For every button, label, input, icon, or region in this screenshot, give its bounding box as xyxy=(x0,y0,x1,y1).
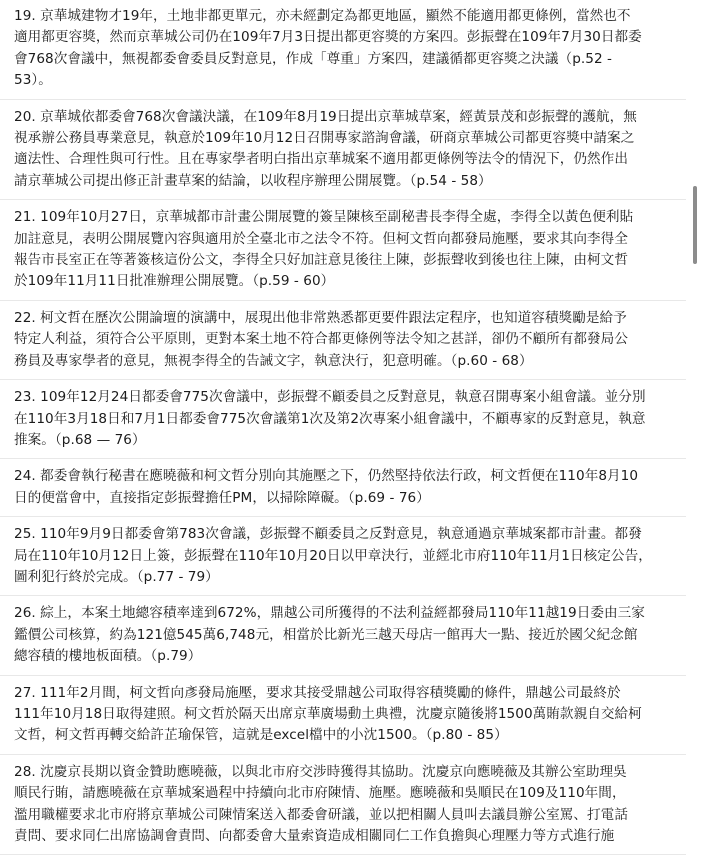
text-line: 19. 京華城建物才19年，土地非都更單元，亦未經劃定為都更地區，顯然不能適用都更條例，當然也不 xyxy=(14,8,631,24)
text-line: 111年10月18日取得建照。柯文哲於隔天出席京華廣場動土典禮，沈慶京隨後將1500萬賄款親自交給柯 xyxy=(14,705,642,722)
text-line: 特定人利益，須符合公平原則，更對本案土地不符合都更條例等法令知之甚詳，卻仍不顧所有都發局公 xyxy=(14,331,628,348)
list-item-21 xyxy=(0,200,686,301)
text-line: 務員及專家學者的意見，無視李得全的告誡文字，執意決行，犯意明確。（p.60 - 68） xyxy=(14,352,533,369)
text-line: 25. 110年9月9日都委會第783次會議，彭振聲不顧委員之反對意見，執意通過京華城案都市計畫。都發 xyxy=(14,526,642,543)
text-line: 局在110年10月12日上簽，彭振聲在110年10月20日以甲章決行，並經北市府110年11月1日核定公告， xyxy=(14,547,652,564)
text-line: 27. 111年2月間，柯文哲向彥發局施壓，要求其接受鼎越公司取得容積獎勵的條件，鼎越公司最終於 xyxy=(14,684,621,701)
text-line: 53）。 xyxy=(14,72,52,89)
text-line: 26. 綜上，本案土地總容積率達到672%，鼎越公司所獲得的不法利益經都發局110年11越19日委由三家 xyxy=(14,605,645,622)
text-line: 總容積的樓地板面積。（p.79） xyxy=(14,648,202,665)
list-item-19 xyxy=(0,0,686,100)
text-line: 20. 京華城依都委會768次會議決議，在109年8月19日提出京華城草案，經黃景茂和彭振聲的護航，無 xyxy=(14,108,637,125)
list-item-27 xyxy=(0,676,686,755)
text-line: 圖利犯行終於完成。（p.77 - 79） xyxy=(14,568,219,585)
text-line: 於109年11月11日批准辦理公開展覽。（p.59 - 60） xyxy=(14,273,335,290)
list-item-20 xyxy=(0,100,686,201)
text-line: 24. 都委會執行秘書在應曉薇和柯文哲分別向其施壓之下，仍然堅持依法行政，柯文哲便在110年8月10 xyxy=(14,468,639,485)
text-line: 日的便當會中，直接指定彭振聲擔任PM，以掃除障礙。（p.69 - 76） xyxy=(14,489,430,506)
text-line: 請京華城公司提出修正計畫草案的結論，以收程序辦理公開展覽。（p.54 - 58） xyxy=(14,172,492,189)
list-item-23 xyxy=(0,380,686,459)
list-item-22 xyxy=(0,301,686,380)
text-line: 視承辦公務員專業意見，執意於109年10月12日召開專家諮詢會議，研商京華城公司都更容獎中請案之 xyxy=(14,130,635,147)
text-line: 濫用職權要求北市府將京華城公司陳情案送入都委會研議，並以把相關人員叫去議員辦公室罵、打電話 xyxy=(14,806,628,823)
text-line: 適用都更容獎，然而京華城公司仍在109年7月3日提出都更容獎的方案四。彭振聲在109年7月30日都委 xyxy=(14,29,642,46)
text-line: 鑑價公司核算，約為121億545萬6,748元，相當於比新光三越天母店一館再大一點、接近於國父紀念館 xyxy=(14,626,638,643)
text-line: 22. 柯文哲在歷次公開論壇的演講中，展現出他非常熟悉都更要件跟法定程序，也知道容積獎勵是給予 xyxy=(14,309,627,326)
text-line: 推案。（p.68 — 76） xyxy=(14,431,146,448)
text-line: 適法性、合理性與可行性。且在專家學者明白指出京華城案不適用都更條例等法令的情況下，仍然作出 xyxy=(14,151,628,168)
list-item-25 xyxy=(0,517,686,596)
list-item-28 xyxy=(0,755,686,855)
text-line: 報告市長室正在等著簽核這份公文，李得全只好加註意見後往上陳，彭振聲收到後也往上陳，由柯文哲 xyxy=(14,252,628,269)
text-line: 順民行賄，請應曉薇在京華城案過程中持續向北市府陳情、施壓。應曉薇和吳順民在109及110年間， xyxy=(14,785,626,802)
list-item-24 xyxy=(0,459,686,517)
scrollbar-thumb[interactable] xyxy=(693,186,697,264)
text-line: 會768次會議中，無視都委會委員反對意見，作成「尊重」方案四，建議循都更容獎之決議（p.52 - xyxy=(14,50,612,67)
text-line: 21. 109年10月27日，京華城都市計畫公開展覽的簽呈陳核至副秘書長李得全處，李得全以黃色便利貼 xyxy=(14,209,634,226)
text-line: 28. 沈慶京長期以資金贊助應曉薇，以與北市府交涉時獲得其協助。沈慶京向應曉薇及其辦公室助理吳 xyxy=(14,763,627,780)
text-line: 責問、要求同仁出席協調會責問、向都委會大量索資造成相關同仁工作負擔與心理壓力等方式進行施 xyxy=(14,828,615,844)
text-line: 23. 109年12月24日都委會775次會議中，彭振聲不顧委員之反對意見，執意召開專案小組會議。並分別 xyxy=(14,389,646,406)
text-line: 在110年3月18日和7月1日都委會775次會議第1次及第2次專案小組會議中，不顧專家的反對意見，執意 xyxy=(14,410,646,427)
text-line: 加註意見，表明公開展覽內容與適用於全臺北市之法令不符。但柯文哲向都發局施壓，要求其向李得全 xyxy=(14,230,628,247)
list-item-26 xyxy=(0,596,686,675)
vertical-scrollbar[interactable] xyxy=(686,0,704,740)
text-line: 文哲，柯文哲再轉交給許芷瑜保管，這就是excel檔中的小沈1500。（p.80 - 85） xyxy=(14,727,508,744)
